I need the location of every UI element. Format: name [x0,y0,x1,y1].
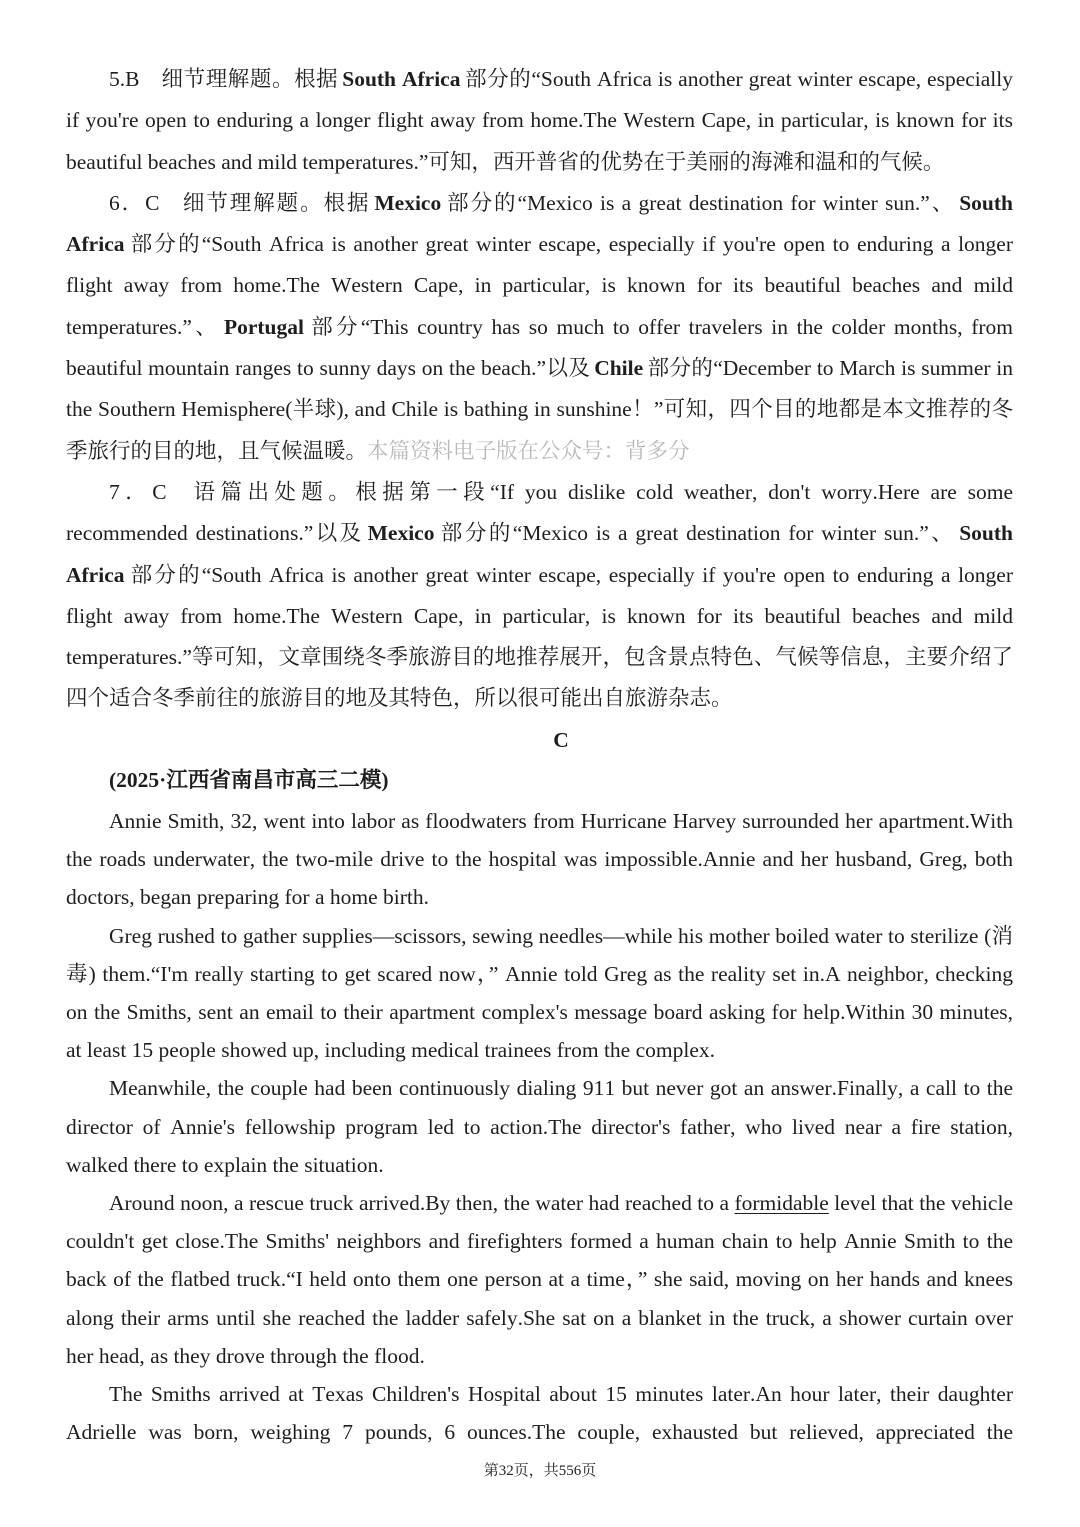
explanation-text: 细节理解题。根据 [160,67,339,91]
answer-explanations [66,59,1013,720]
page-content [66,59,1013,1452]
section-keyword: South Africa [66,521,1013,587]
passage-text: Greg rushed to gather supplies—scissors, sewing needles—while his mother boiled water to sterilize (消毒) them.“I'm really starting to get scared now，” Annie told Greg as the reality set in.A neighbor, checking on the Smiths, sent an email to their apartment complex's message board asking for help.Within 30 minutes, at least 15 people showed up, including medical trainees from the complex. [66,923,1013,1063]
answer-number: 7．C [109,479,167,504]
answer-number: 5.B [109,67,140,91]
watermark-text: 本篇资料电子版在公众号：背多分 [367,438,690,464]
passage-text: Meanwhile, the couple had been continuously dialing 911 but never got an answer.Finally, a call to the director of Annie's fellowship program led to action.The director's father, who lived near a fire station, walked there to explain the situation. [66,1076,1013,1177]
underlined-word: formidable [734,1191,829,1216]
passage-text: The Smiths arrived at Texas Children's Hospital about 15 minutes later.An hour later, their daughter Adrielle was born, weighing 7 pounds, 6 ounces.The couple, exhausted but relieved, appreciated the [66,1382,1013,1445]
passage-paragraph [66,917,1013,1070]
passage-paragraph [66,1375,1013,1451]
section-keyword: Portugal [223,314,304,339]
explanation-text: 部分的“Mexico is a great destination for winter sun.”、 [445,190,956,215]
passage-paragraph [66,802,1013,917]
explanation-text: 语篇出处题。根据第一段“If you dislike cold weather, don't worry.Here are some recommended destinations.”以及 [66,479,1013,546]
section-keyword: South Africa [342,67,461,91]
explanation-text: 部分的“Mexico is a great destination for winter sun.”、 [438,521,956,546]
passage-paragraph [66,1184,1013,1375]
explanation-text: 细节理解题。根据 [180,190,371,215]
section-label: C [553,727,569,752]
passage-text: level that the vehicle couldn't get close.The Smiths' neighbors and firefighters formed a human chain to help Annie Smith to the back of the flatbed truck.“I held onto them one person at a time，” she said, moving on her hands and knees along their arms until she reached the ladder safely.She sat on a blanket in the truck, a shower curtain over her head, as they drove through the flood. [66,1191,1013,1368]
section-keyword: South Africa [66,190,1013,257]
section-keyword: Chile [594,356,644,381]
answer-explanation-6 [66,183,1013,472]
page-number: 第32页，共556页 [483,1463,597,1479]
explanation-text: 部分的“South Africa is another great winter escape, especially if you're open to enduring a longer flight away from home.The Western Cape, in particular, is known for its beautiful beaches and mild temperatures.”等可知，文章围绕冬季旅游目的地推荐展开，包含景点特色、气候等信息，主要介绍了四个适合冬季前往的旅游目的地及其特色，所以很可能出自旅游杂志。 [66,562,1013,711]
answer-explanation-5 [66,59,1013,183]
section-keyword: Mexico [367,521,435,546]
explanation-text: 部分的“December to March is summer in the Southern Hemisphere(半球), and Chile is bathing in sunshine！”可知，四个目的地都是本文推荐的冬季旅行的目的地，且气候温暖。 [66,356,1013,463]
section-keyword: Mexico [374,190,442,215]
passage-text: Around noon, a rescue truck arrived.By then, the water had reached to a [109,1191,735,1216]
explanation-text: 部分“This country has so much to offer travelers in the colder months, from beautiful mountain ranges to sunny days on the beach.”以及 [66,314,1013,381]
source-note: (2025·江西省南昌市高三二模) [109,768,389,793]
passage-text: Annie Smith, 32, went into labor as floodwaters from Hurricane Harvey surrounded her apartment.With the roads underwater, the two-mile drive to the hospital was impossible.Annie and her husband, Greg, both doctors, began preparing for a home birth. [66,809,1013,910]
reading-passage [66,802,1013,1451]
explanation-text: 部分的“South Africa is another great winter escape, especially if you're open to enduring a longer flight away from home.The Western Cape, in particular, is known for its beautiful beaches and mild temperatures.”、 [66,232,1013,339]
answer-number: 6．C [109,190,160,215]
explanation-text: 部分的“South Africa is another great winter escape, especially if you're open to enduring a longer flight away from home.The Western Cape, in particular, is known for its beautiful beaches and mild temperatures.”可知，西开普省的优势在于美丽的海滩和温和的气候。 [66,67,1013,174]
passage-paragraph [66,1069,1013,1184]
answer-explanation-7 [66,472,1013,720]
